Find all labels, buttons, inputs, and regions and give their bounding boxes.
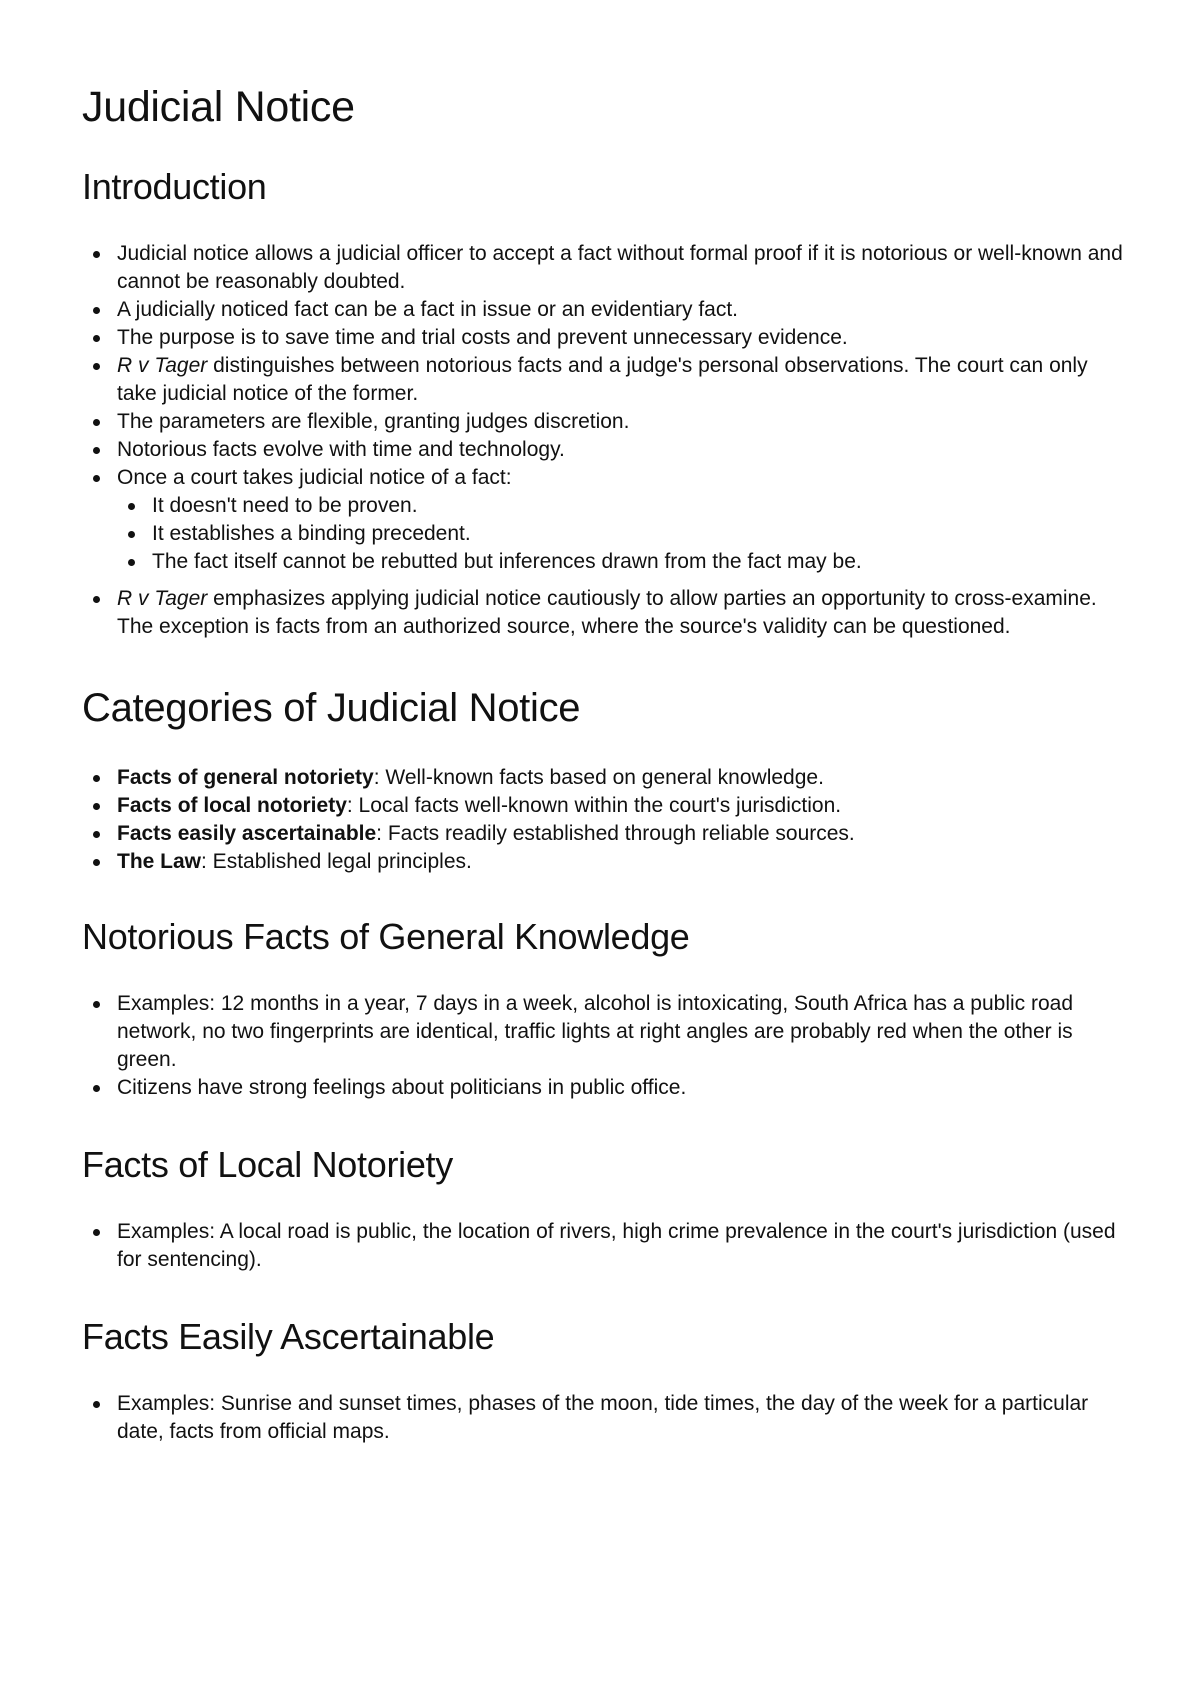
list-item: Citizens have strong feelings about politicians in public office. xyxy=(117,1074,1132,1102)
category-term: The Law xyxy=(117,850,202,873)
case-name: R v Tager xyxy=(117,587,208,610)
introduction-heading: Introduction xyxy=(82,166,267,207)
list-item: Notorious facts evolve with time and technology. xyxy=(117,436,1132,464)
local-notoriety-heading: Facts of Local Notoriety xyxy=(82,1144,453,1185)
category-desc: : Well-known facts based on general knowledge. xyxy=(373,766,824,789)
category-desc: : Local facts well-known within the court's jurisdiction. xyxy=(346,794,842,817)
list-item-text: Once a court takes judicial notice of a fact: xyxy=(117,466,512,489)
categories-heading: Categories of Judicial Notice xyxy=(82,686,581,730)
list-item xyxy=(117,352,1132,408)
page-title: Judicial Notice xyxy=(82,83,355,131)
list-item xyxy=(117,792,1132,820)
category-term: Facts of local notoriety xyxy=(117,794,347,817)
case-name: R v Tager xyxy=(117,354,208,377)
category-term: Facts easily ascertainable xyxy=(117,822,377,845)
nested-list xyxy=(117,492,1132,576)
ascertainable-heading: Facts Easily Ascertainable xyxy=(82,1316,495,1357)
list-item xyxy=(117,820,1132,848)
general-knowledge-heading: Notorious Facts of General Knowledge xyxy=(82,916,690,957)
list-item-text: emphasizes applying judicial notice cautiously to allow parties an opportunity to cross-examine. The exception is facts from an authorized source, where the source's validity can be questioned. xyxy=(117,587,1097,638)
ascertainable-list xyxy=(82,1390,1132,1446)
list-item xyxy=(117,848,1132,876)
introduction-list xyxy=(82,240,1132,641)
categories-list xyxy=(82,764,1132,876)
general-knowledge-section xyxy=(82,914,1132,1102)
list-item: Examples: Sunrise and sunset times, phases of the moon, tide times, the day of the week for a particular date, facts from official maps. xyxy=(117,1390,1132,1446)
local-notoriety-section xyxy=(82,1142,1132,1274)
list-item: The parameters are flexible, granting judges discretion. xyxy=(117,408,1132,436)
list-item xyxy=(117,764,1132,792)
introduction-section xyxy=(82,164,1132,641)
list-item: Examples: A local road is public, the location of rivers, high crime prevalence in the court's jurisdiction (used for sentencing). xyxy=(117,1218,1132,1274)
list-item: The purpose is to save time and trial costs and prevent unnecessary evidence. xyxy=(117,324,1132,352)
category-term: Facts of general notoriety xyxy=(117,766,374,789)
local-notoriety-list xyxy=(82,1218,1132,1274)
list-item: Examples: 12 months in a year, 7 days in a week, alcohol is intoxicating, South Africa has a public road network, no two fingerprints are identical, traffic lights at right angles are probably red when the other is green. xyxy=(117,990,1132,1074)
general-knowledge-list xyxy=(82,990,1132,1102)
list-item: Judicial notice allows a judicial officer to accept a fact without formal proof if it is notorious or well-known and cannot be reasonably doubted. xyxy=(117,240,1132,296)
document-page xyxy=(82,80,1132,1486)
category-desc: : Facts readily established through reliable sources. xyxy=(376,822,855,845)
category-desc: : Established legal principles. xyxy=(201,850,472,873)
nested-list-item: It establishes a binding precedent. xyxy=(152,520,1132,548)
ascertainable-section xyxy=(82,1314,1132,1446)
list-item-text: distinguishes between notorious facts and a judge's personal observations. The court can only take judicial notice of the former. xyxy=(117,354,1088,405)
list-item xyxy=(117,464,1132,576)
list-item xyxy=(117,585,1132,641)
nested-list-item: It doesn't need to be proven. xyxy=(152,492,1132,520)
list-item: A judicially noticed fact can be a fact in issue or an evidentiary fact. xyxy=(117,296,1132,324)
nested-list-item: The fact itself cannot be rebutted but inferences drawn from the fact may be. xyxy=(152,548,1132,576)
categories-section xyxy=(82,683,1132,876)
